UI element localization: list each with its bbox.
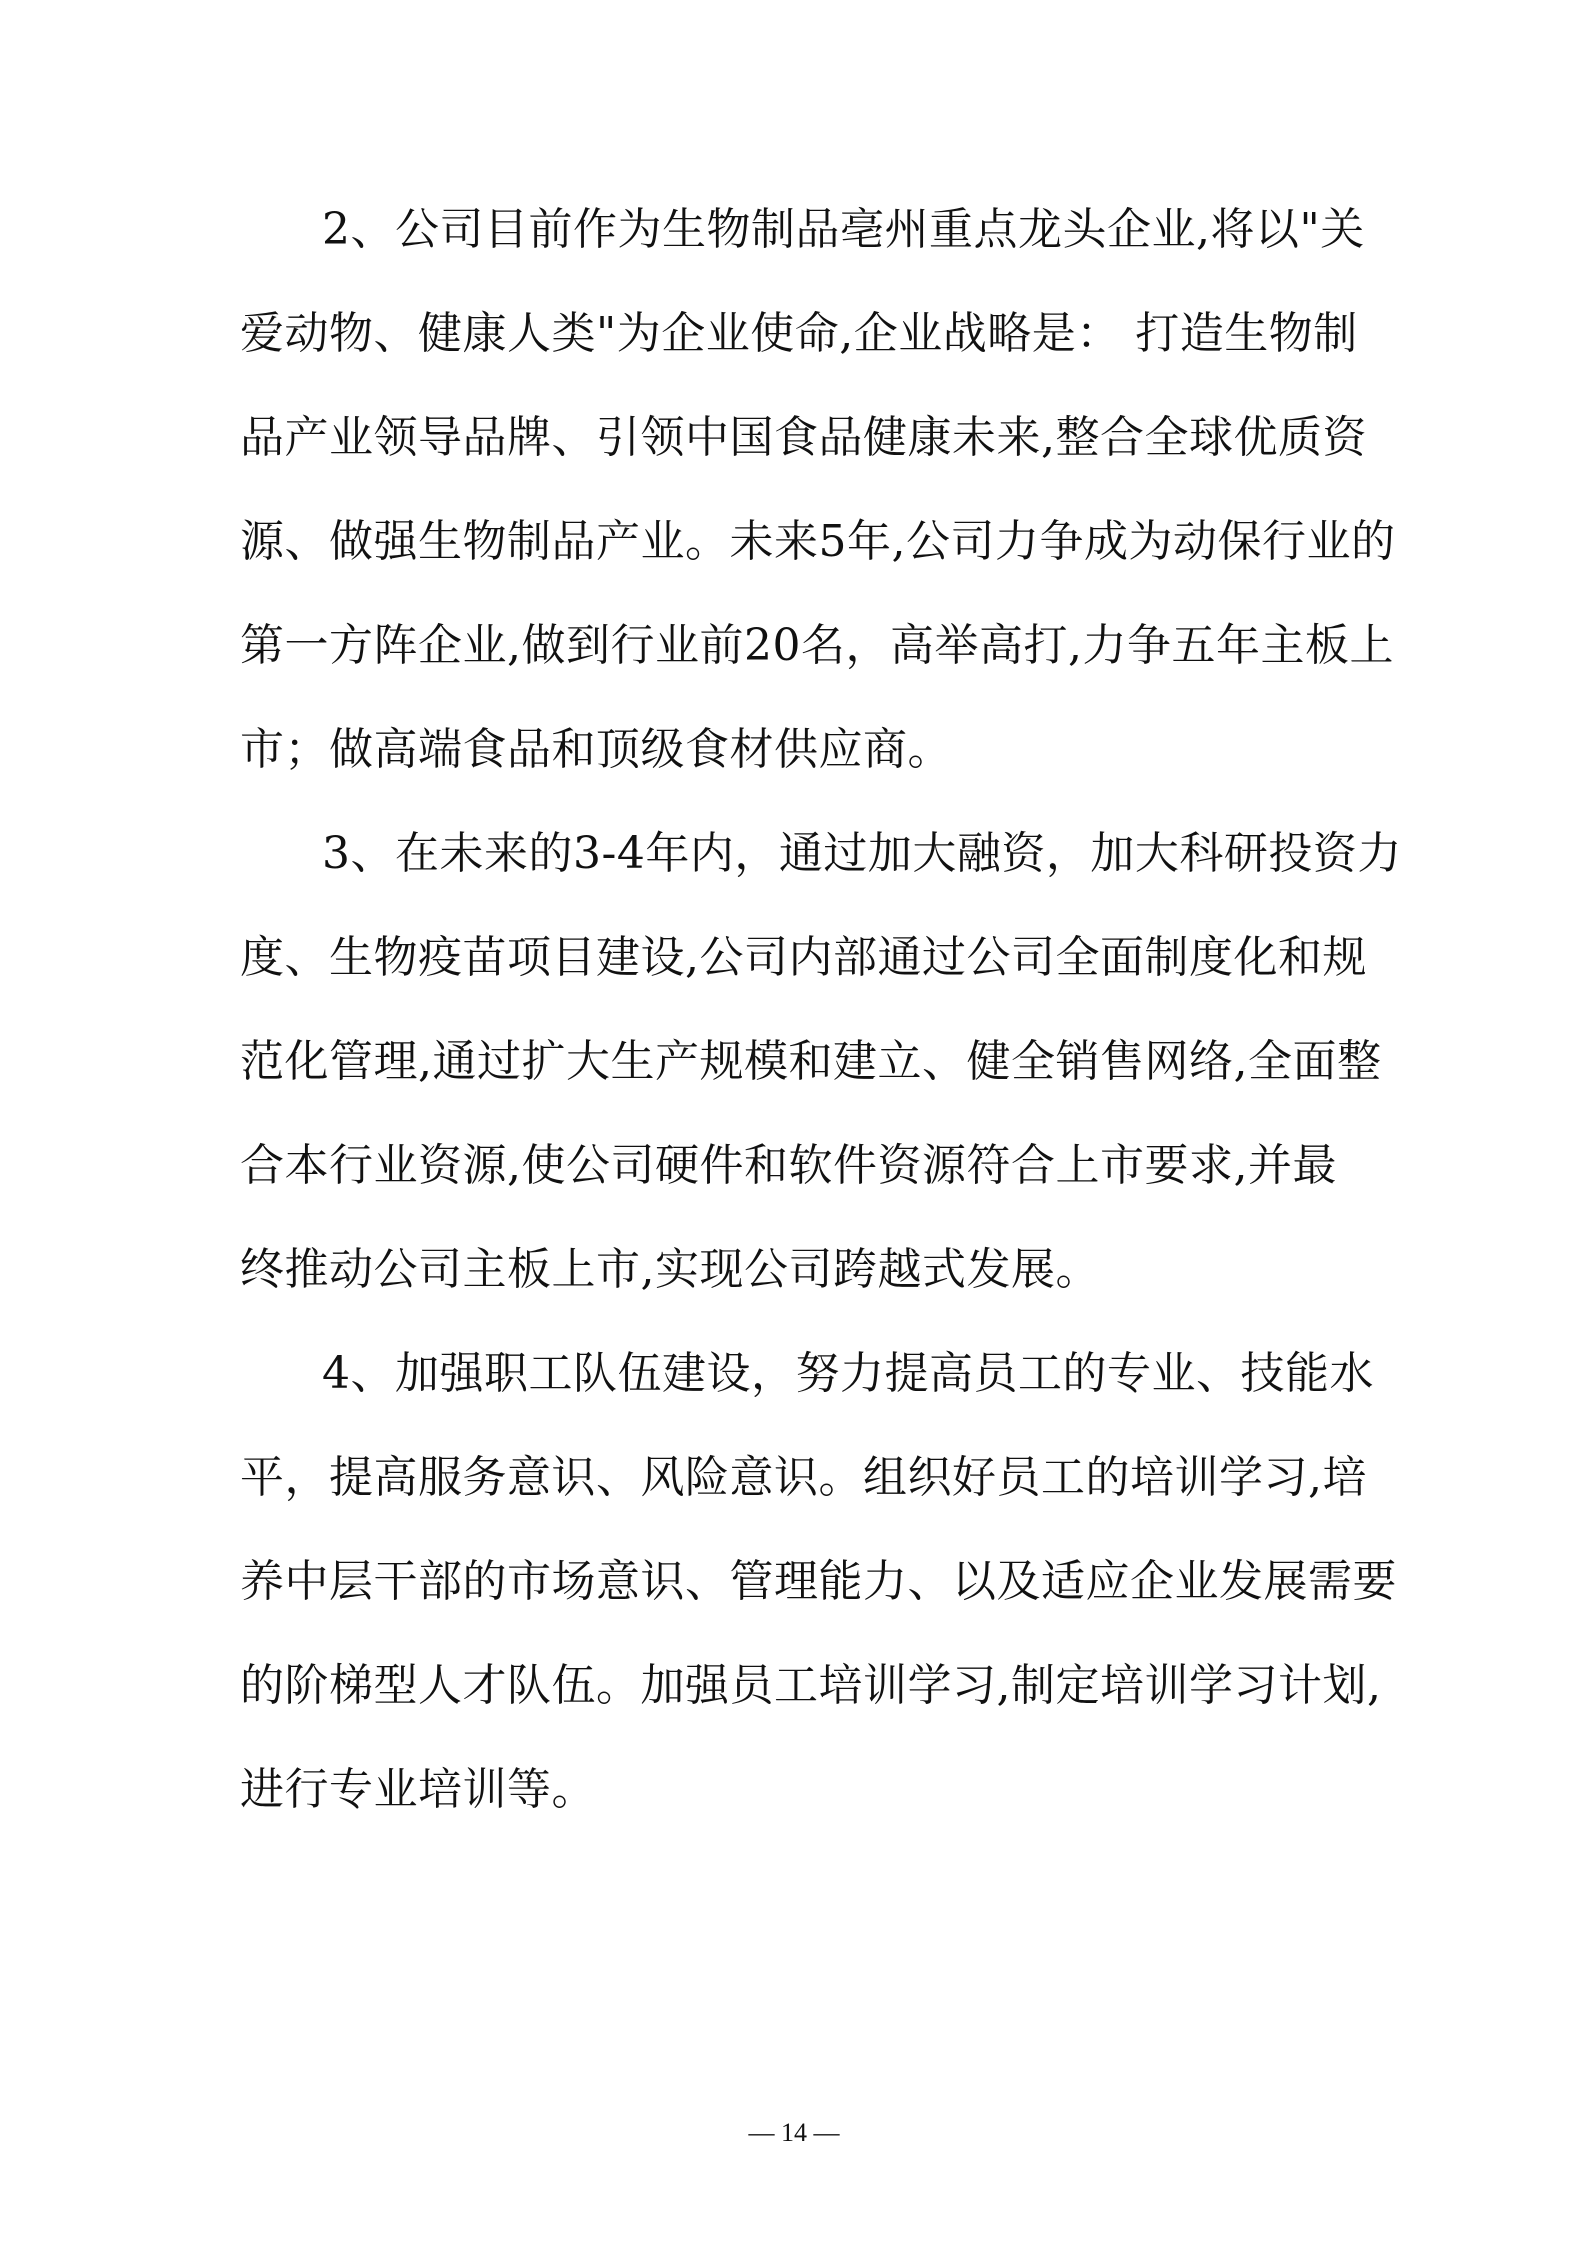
paragraph-2 bbox=[240, 178, 1396, 802]
paragraph-line: 爱动物、健康人类"为企业使命,企业战略是： 打造生物制 bbox=[240, 308, 1358, 359]
paragraph-line: 4、加强职工队伍建设，努力提高员工的专业、技能水 bbox=[322, 1348, 1374, 1399]
paragraph-line: 养中层干部的市场意识、管理能力、以及适应企业发展需要 bbox=[240, 1556, 1397, 1607]
paragraph-line: 合本行业资源,使公司硬件和软件资源符合上市要求,并最 bbox=[240, 1140, 1337, 1191]
paragraph-line: 进行专业培训等。 bbox=[240, 1764, 596, 1815]
paragraph-line: 度、生物疫苗项目建设,公司内部通过公司全面制度化和规 bbox=[240, 932, 1367, 983]
document-body bbox=[240, 178, 1402, 1842]
paragraph-line: 3、在未来的3-4年内，通过加大融资，加大科研投资力 bbox=[322, 828, 1402, 879]
paragraph-line: 终推动公司主板上市,实现公司跨越式发展。 bbox=[240, 1244, 1100, 1295]
paragraph-3 bbox=[240, 802, 1402, 1322]
paragraph-line: 市；做高端食品和顶级食材供应商。 bbox=[240, 724, 952, 775]
page-number: — 14 — bbox=[748, 2118, 840, 2147]
paragraph-line: 范化管理,通过扩大生产规模和建立、健全销售网络,全面整 bbox=[240, 1036, 1382, 1087]
paragraph-line: 的阶梯型人才队伍。加强员工培训学习,制定培训学习计划, bbox=[240, 1660, 1382, 1711]
paragraph-line: 品产业领导品牌、引领中国食品健康未来,整合全球优质资 bbox=[240, 412, 1367, 463]
paragraph-4 bbox=[240, 1322, 1397, 1842]
paragraph-line: 平，提高服务意识、风险意识。组织好员工的培训学习,培 bbox=[240, 1452, 1367, 1503]
paragraph-line: 第一方阵企业,做到行业前20名，高举高打,力争五年主板上 bbox=[240, 620, 1394, 671]
paragraph-line: 2、公司目前作为生物制品亳州重点龙头企业,将以"关 bbox=[322, 204, 1365, 255]
paragraph-line: 源、做强生物制品产业。未来5年,公司力争成为动保行业的 bbox=[240, 516, 1396, 567]
